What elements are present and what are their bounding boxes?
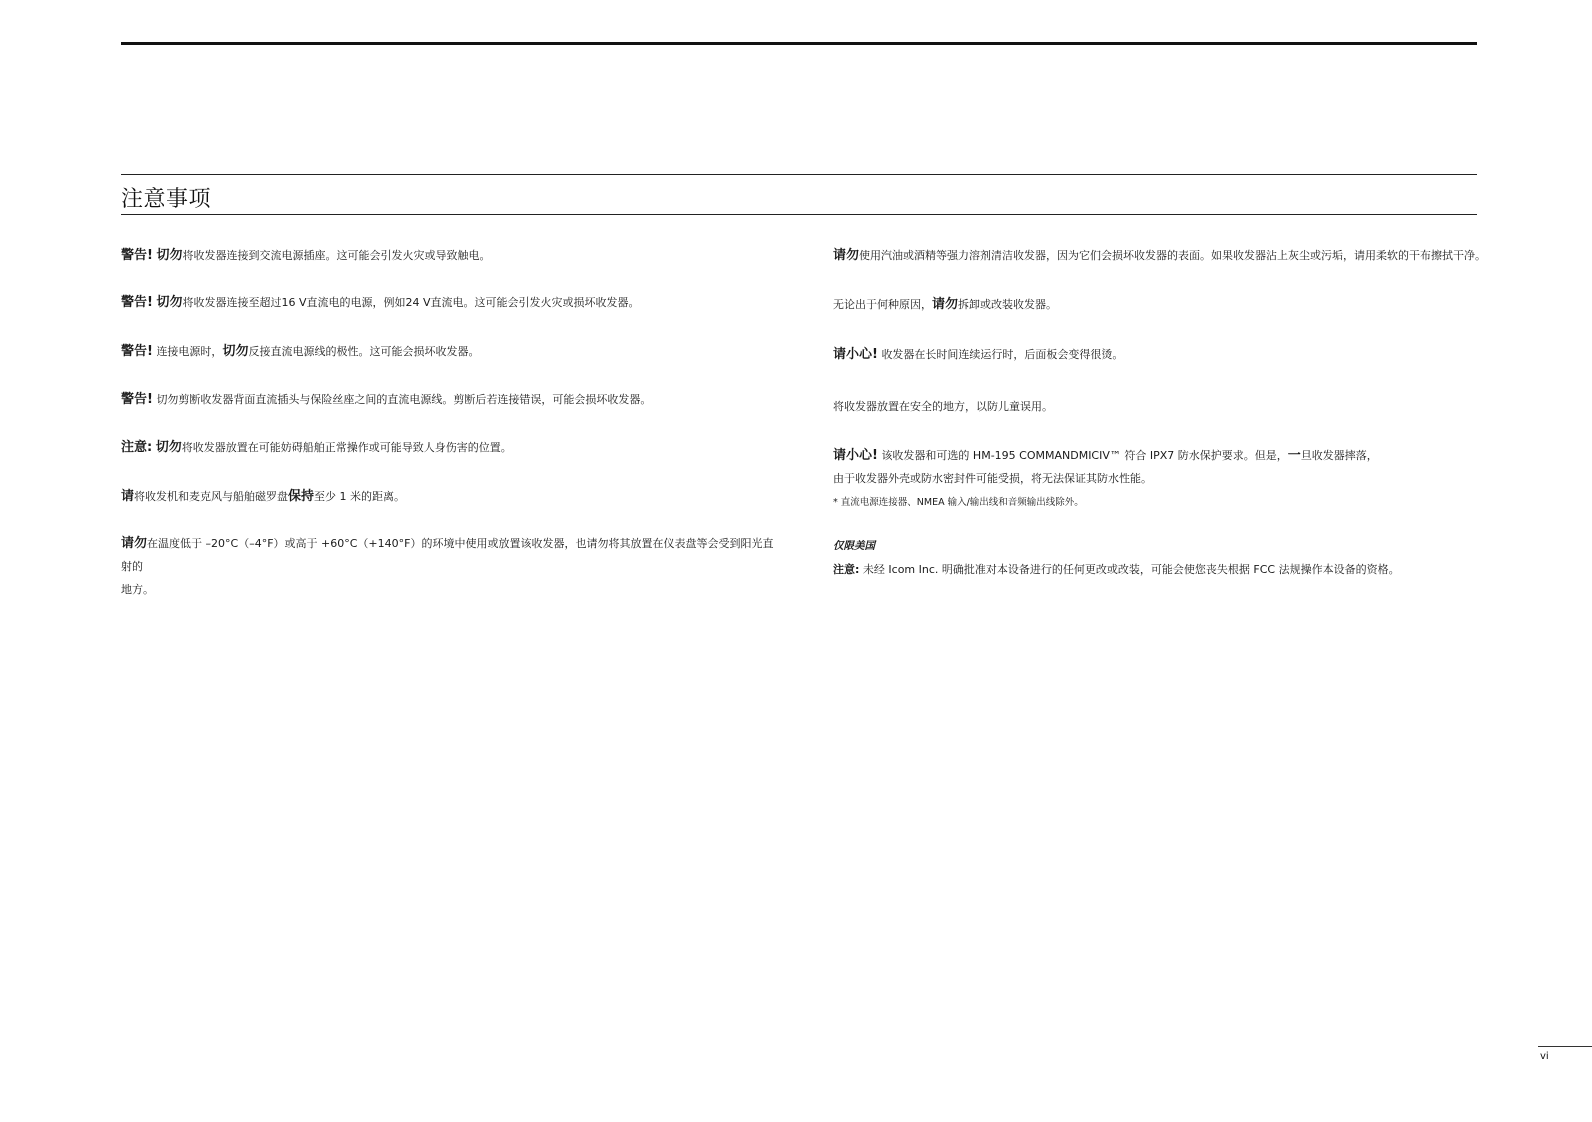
caution-item-10 bbox=[833, 343, 1123, 366]
us-only-heading: 仅限美国 bbox=[833, 540, 875, 552]
keep-label: 保持 bbox=[288, 489, 315, 504]
caution-text: 将收发器连接至超过16 V直流电的电源，例如24 V直流电。这可能会引发火灾或损坏收发器。 bbox=[182, 296, 640, 309]
caution-item-3 bbox=[121, 340, 479, 363]
caution-text: 将收发器连接到交流电源插座。这可能会引发火灾或导致触电。 bbox=[182, 249, 491, 262]
caution-item-6 bbox=[121, 485, 405, 508]
notice-label: 注意: bbox=[833, 563, 860, 576]
top-rule bbox=[121, 42, 1477, 45]
never-label: 切勿 bbox=[222, 344, 249, 359]
caution-item-1 bbox=[121, 244, 490, 267]
warning-label: 警告! bbox=[121, 344, 153, 359]
do-not-label: 请勿 bbox=[833, 248, 860, 263]
caution-text-tail: 至少 1 米的距离。 bbox=[314, 490, 406, 503]
caution-text: 收发器在长时间连续运行时，后面板会变得很烫。 bbox=[881, 348, 1124, 361]
section-title: 注意事项 bbox=[121, 187, 212, 212]
caution-item-13 bbox=[833, 534, 1400, 581]
page-number: vi bbox=[1540, 1051, 1549, 1062]
caution-item-5 bbox=[121, 436, 512, 459]
never-label: 切勿 bbox=[155, 440, 182, 455]
caution-item-7 bbox=[121, 532, 781, 601]
do-not-label: 请勿 bbox=[932, 297, 959, 312]
never-label: 切勿 bbox=[156, 295, 183, 310]
caution-text: 该收发器和可选的 HM-195 COMMANDMICIV™ 符合 IPX7 防水保护要求。但是， bbox=[881, 449, 1288, 462]
footnote: * 直流电源连接器、NMEA 输入/输出线和音频输出线除外。 bbox=[833, 497, 1084, 508]
warning-label: 警告! bbox=[121, 248, 153, 263]
caution-text: 将收发器放置在可能妨碍船舶正常操作或可能导致人身伤害的位置。 bbox=[181, 441, 512, 454]
caution-item-11 bbox=[833, 395, 1053, 418]
caution-item-8 bbox=[833, 244, 1486, 267]
caution-prefix: 无论出于何种原因， bbox=[833, 298, 932, 311]
notice-label: 注意: bbox=[121, 440, 153, 455]
caution-text: 将收发机和麦克风与船舶磁罗盘 bbox=[134, 490, 289, 503]
caution-text: 将收发器放置在安全的地方，以防儿童误用。 bbox=[833, 400, 1053, 413]
caution-text-tail: 地方。 bbox=[121, 583, 154, 596]
warning-label: 警告! bbox=[121, 295, 153, 310]
careful-label: 请小心! bbox=[833, 347, 878, 362]
caution-item-2 bbox=[121, 291, 640, 314]
careful-label: 请小心! bbox=[833, 448, 878, 463]
never-label: 切勿 bbox=[156, 248, 183, 263]
caution-text: 未经 Icom Inc. 明确批准对本设备进行的任何更改或改装，可能会使您丧失根据 FCC 法规操作本设备的资格。 bbox=[862, 563, 1400, 576]
once-label: 一 bbox=[1287, 448, 1301, 463]
caution-text: 切勿剪断收发器背面直流插头与保险丝座之间的直流电源线。剪断后若连接错误，可能会损坏收发器。 bbox=[156, 393, 652, 406]
caution-text-mid: 旦收发器摔落， bbox=[1300, 449, 1378, 462]
caution-text: 反接直流电源线的极性。这可能会损坏收发器。 bbox=[248, 345, 480, 358]
section-rule bbox=[121, 174, 1477, 175]
caution-item-12 bbox=[833, 444, 1378, 513]
caution-text: 使用汽油或酒精等强力溶剂清洁收发器，因为它们会损坏收发器的表面。如果收发器沾上灰尘或污垢，请用柔软的干布擦拭干净。 bbox=[859, 249, 1487, 262]
warning-label: 警告! bbox=[121, 392, 153, 407]
caution-text-tail: 由于收发器外壳或防水密封件可能受损，将无法保证其防水性能。 bbox=[833, 472, 1152, 485]
title-underline bbox=[121, 214, 1477, 215]
do-not-label: 请勿 bbox=[121, 536, 148, 551]
caution-prefix: 连接电源时， bbox=[156, 345, 223, 358]
caution-item-4 bbox=[121, 388, 651, 411]
caution-text: 拆卸或改装收发器。 bbox=[958, 298, 1058, 311]
please-label: 请 bbox=[121, 489, 135, 504]
page-number-rule bbox=[1538, 1046, 1592, 1047]
caution-item-9 bbox=[833, 293, 1057, 316]
caution-text: 在温度低于 –20°C（–4°F）或高于 +60°C（+140°F）的环境中使用或放置该收发器，也请勿将其放置在仪表盘等会受到阳光直射的 bbox=[121, 537, 774, 573]
